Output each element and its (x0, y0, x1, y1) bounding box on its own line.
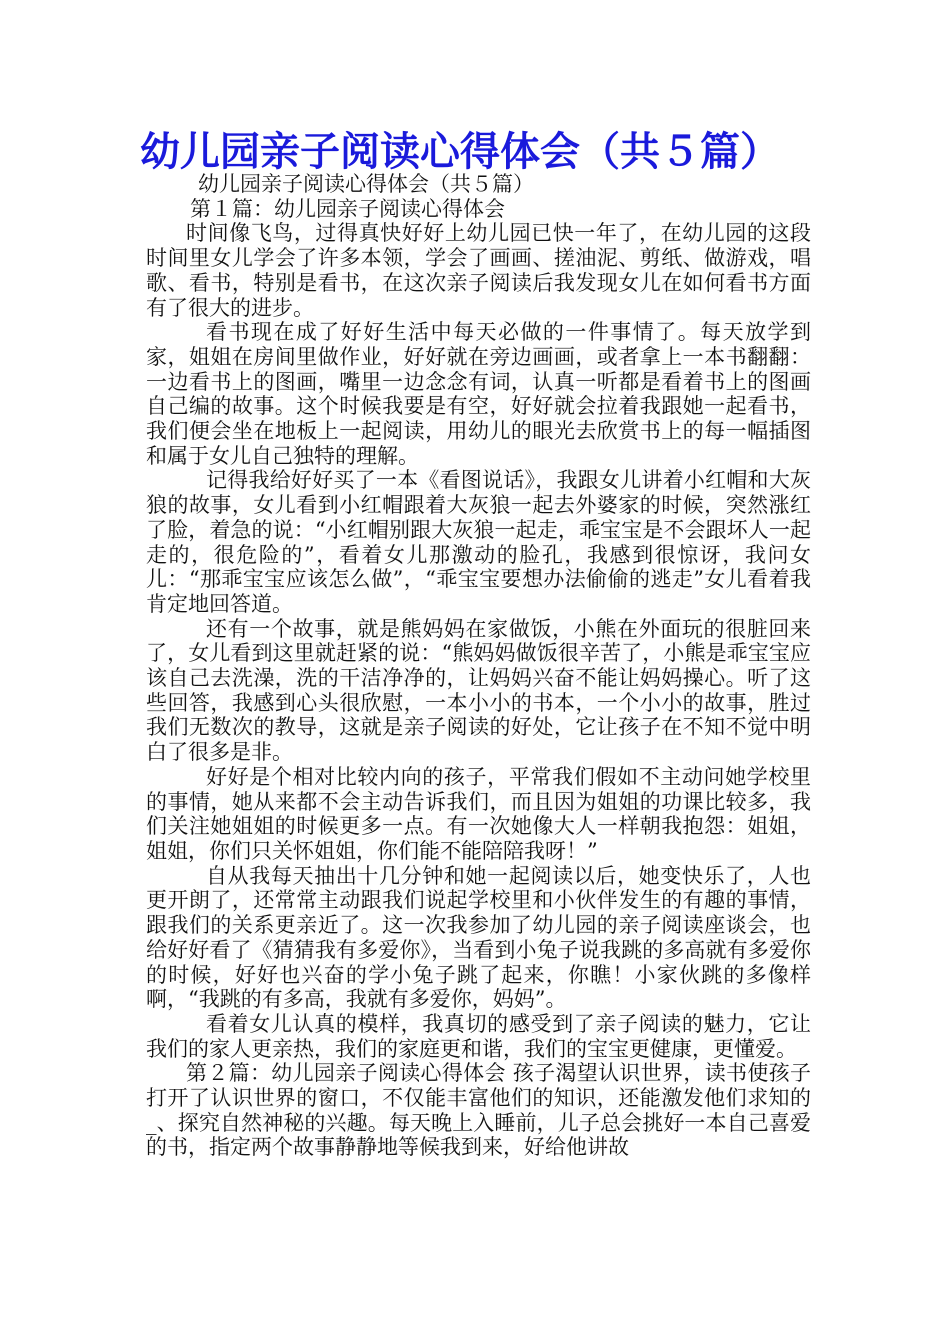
document-subtitle: 幼儿园亲子阅读心得体会（共５篇） (198, 172, 534, 196)
paragraph-1: 时间像飞鸟，过得真快好好上幼儿园已快一年了，在幼儿园的这段时间里女儿学会了许多本领，学会了画画、搓油泥、剪纸、做游戏，唱歌、看书，特别是看书，在这次亲子阅读后我发现女儿在如何看书方面有了很大的进步。 (146, 221, 811, 320)
paragraph-2: 看书现在成了好好生活中每天必做的一件事情了。每天放学到家，姐姐在房间里做作业，好好就在旁边画画，或者拿上一本书翻翻：一边看书上的图画，嘴里一边念念有词，认真一听都是看着书上的图画自己编的故事。这个时候我要是有空，好好就会拉着我跟她一起看书，我们便会坐在地板上一起阅读，用幼儿的眼光去欣赏书上的每一幅插图和属于女儿自己独特的理解。 (146, 320, 811, 468)
paragraph-7: 看着女儿认真的模样，我真切的感受到了亲子阅读的魅力，它让我们的家人更亲热，我们的家庭更和谐，我们的宝宝更健康，更懂爱。 (146, 1011, 811, 1061)
paragraph-6: 自从我每天抽出十几分钟和她一起阅读以后，她变快乐了，人也更开朗了，还常常主动跟我们说起学校里和小伙伴发生的有趣的事情，跟我们的关系更亲近了。这一次我参加了幼儿园的亲子阅读座谈会，也给好好看了《猜猜我有多爱你》，当看到小兔子说我跳的多高就有多爱你的时候，好好也兴奋的学小兔子跳了起来，你瞧！小家伙跳的多像样啊，“我跳的有多高，我就有多爱你，妈妈”。 (146, 863, 811, 1012)
chapter-1-heading: 第１篇：幼儿园亲子阅读心得体会 (190, 196, 505, 221)
paragraph-4: 还有一个故事，就是熊妈妈在家做饭，小熊在外面玩的很脏回来了，女儿看到这里就赶紧的说：“熊妈妈做饭很辛苦了，小熊是乖宝宝应该自己去洗澡，洗的干洁净净的，让妈妈兴奋不能让妈妈操心。听了这些回答，我感到心头很欣慰，一本小小的书本，一个小小的故事，胜过我们无数次的教导，这就是亲子阅读的好处，它让孩子在不知不觉中明白了很多是非。 (146, 616, 811, 765)
document-title: 幼儿园亲子阅读心得体会（共５篇） (140, 128, 780, 175)
chapter-2-paragraph: 第２篇：幼儿园亲子阅读心得体会 孩子渴望认识世界，读书使孩子打开了认识世界的窗口，不仅能丰富他们的知识，还能激发他们求知的_、探究自然神秘的兴趣。每天晚上入睡前，儿子总会挑好一本自己喜爱的书，指定两个故事静静地等候我到来，好给他讲故 (146, 1061, 811, 1160)
paragraph-3: 记得我给好好买了一本《看图说话》，我跟女儿讲着小红帽和大灰狼的故事，女儿看到小红帽跟着大灰狼一起去外婆家的时候，突然涨红了脸，着急的说：“小红帽别跟大灰狼一起走，乖宝宝是不会跟坏人一起走的，很危险的”，看着女儿那激动的脸孔，我感到很惊讶，我问女儿：“那乖宝宝应该怎么做”，“乖宝宝要想办法偷偷的逃走”女儿看着我肯定地回答道。 (146, 468, 811, 616)
paragraph-5: 好好是个相对比较内向的孩子，平常我们假如不主动问她学校里的事情，她从来都不会主动告诉我们，而且因为姐姐的功课比较多，我们关注她姐姐的时候更多一点。有一次她像大人一样朝我抱怨：姐姐，姐姐，你们只关怀姐姐，你们能不能陪陪我呀！” (146, 764, 811, 863)
document-body (146, 172, 811, 1160)
